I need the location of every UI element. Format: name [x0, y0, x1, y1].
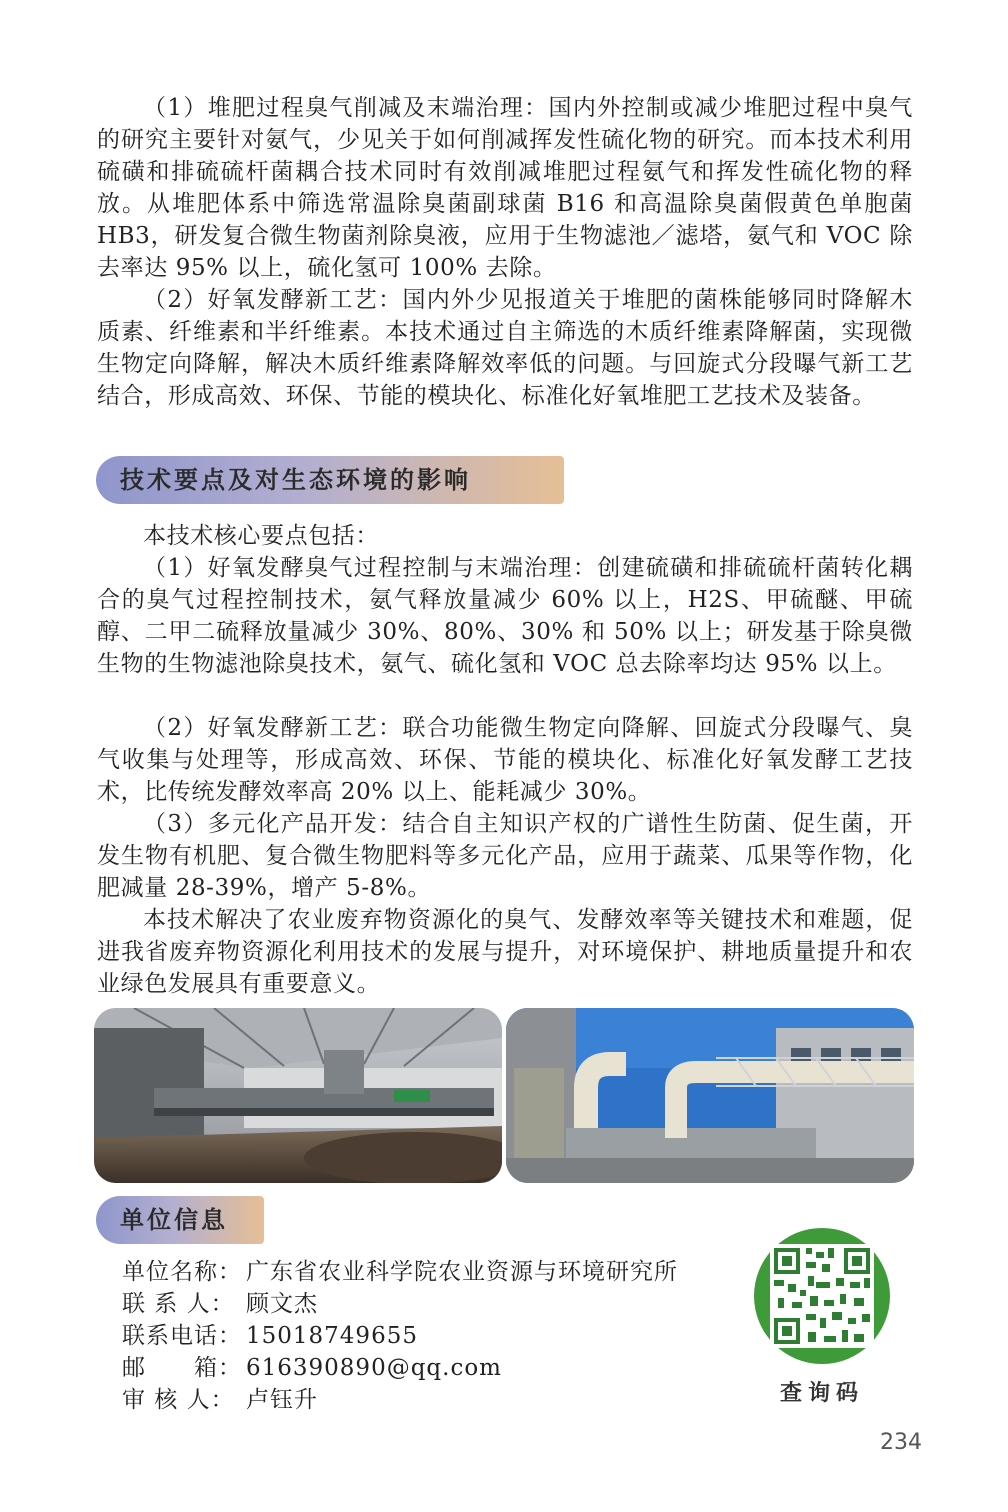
info-label-phone: 联系电话： — [122, 1323, 242, 1349]
qr-code[interactable] — [754, 1228, 890, 1364]
info-label-contact: 联 系 人： — [122, 1291, 235, 1317]
info-label-unit-name: 单位名称： — [122, 1259, 242, 1285]
paragraph-conclusion: 本技术解决了农业废弃物资源化的臭气、发酵效率等关键技术和难题，促进我省废弃物资源化利用技术的发展与提升，对环境保护、耕地质量提升和农业绿色发展具有重要意义。 — [97, 907, 913, 997]
paragraph-point-1: （1）好氧发酵臭气过程控制与末端治理：创建硫磺和排硫硫杆菌转化耦合的臭气过程控制技术，氨气释放量减少 60% 以上，H2S、甲硫醚、甲硫醇、二甲二硫释放量减少 30%、80%、30% 和 50% 以上；研发基于除臭微生物的生物滤池除臭技术，氨气、硫化氢和 VOC 总去除率均达 95% 以上。 — [97, 555, 913, 677]
info-value-unit-name: 广东省农业科学院农业资源与环境研究所 — [246, 1259, 678, 1285]
section-heading-unit-info — [96, 1196, 264, 1244]
photo-deodorization-facility — [506, 1008, 914, 1183]
info-value-reviewer: 卢钰升 — [246, 1387, 318, 1413]
info-value-contact: 顾文杰 — [246, 1291, 318, 1317]
info-label-reviewer: 审 核 人： — [122, 1387, 235, 1413]
info-row-contact — [122, 1288, 318, 1320]
section-heading-technology — [96, 456, 564, 504]
page-number: 234 — [880, 1430, 922, 1455]
paragraph-aerobic-process: （2）好氧发酵新工艺：国内外少见报道关于堆肥的菌株能够同时降解木质素、纤维素和半纤维素。本技术通过自主筛选的木质纤维素降解菌，实现微生物定向降解，解决木质纤维素降解效率低的问题。与回旋式分段曝气新工艺结合，形成高效、环保、节能的模块化、标准化好氧堆肥工艺技术及装备。 — [97, 287, 913, 409]
paragraph-odor-reduction: （1）堆肥过程臭气削减及末端治理：国内外控制或减少堆肥过程中臭气的研究主要针对氨气，少见关于如何削减挥发性硫化物的研究。而本技术利用硫磺和排硫硫杆菌耦合技术同时有效削减堆肥过程氨气和挥发性硫化物的释放。从堆肥体系中筛选常温除臭菌副球菌 B16 和高温除臭菌假黄色单胞菌 HB3，研发复合微生物菌剂除臭液，应用于生物滤池／滤塔，氨气和 VOC 除去率达 95% 以上，硫化氢可 100% 去除。 — [97, 95, 913, 281]
info-row-unit-name — [122, 1256, 678, 1288]
qr-code-icon — [754, 1228, 890, 1364]
info-value-phone: 15018749655 — [246, 1323, 418, 1349]
paragraph-core-intro: 本技术核心要点包括： — [143, 523, 379, 549]
info-row-phone — [122, 1320, 418, 1352]
info-label-email: 邮 箱： — [122, 1355, 242, 1381]
section-heading-technology-text: 技术要点及对生态环境的影响 — [120, 466, 471, 494]
deodorization-facility-illustration — [506, 1008, 914, 1183]
paragraph-point-2: （2）好氧发酵新工艺：联合功能微生物定向降解、回旋式分段曝气、臭气收集与处理等，形成高效、环保、节能的模块化、标准化好氧发酵工艺技术，比传统发酵效率高 20% 以上、能耗减少 30%。 — [97, 715, 913, 805]
qr-caption: 查询码 — [779, 1381, 864, 1406]
section-heading-unit-info-text: 单位信息 — [120, 1206, 228, 1234]
compost-workshop-illustration — [94, 1008, 502, 1183]
info-row-reviewer — [122, 1384, 318, 1416]
paragraph-point-3: （3）多元化产品开发：结合自主知识产权的广谱性生防菌、促生菌，开发生物有机肥、复合微生物肥料等多元化产品，应用于蔬菜、瓜果等作物，化肥减量 28-39%，增产 5-8%。 — [97, 811, 913, 901]
info-row-email — [122, 1352, 502, 1384]
photo-compost-workshop — [94, 1008, 502, 1183]
info-value-email: 616390890@qq.com — [246, 1355, 502, 1381]
